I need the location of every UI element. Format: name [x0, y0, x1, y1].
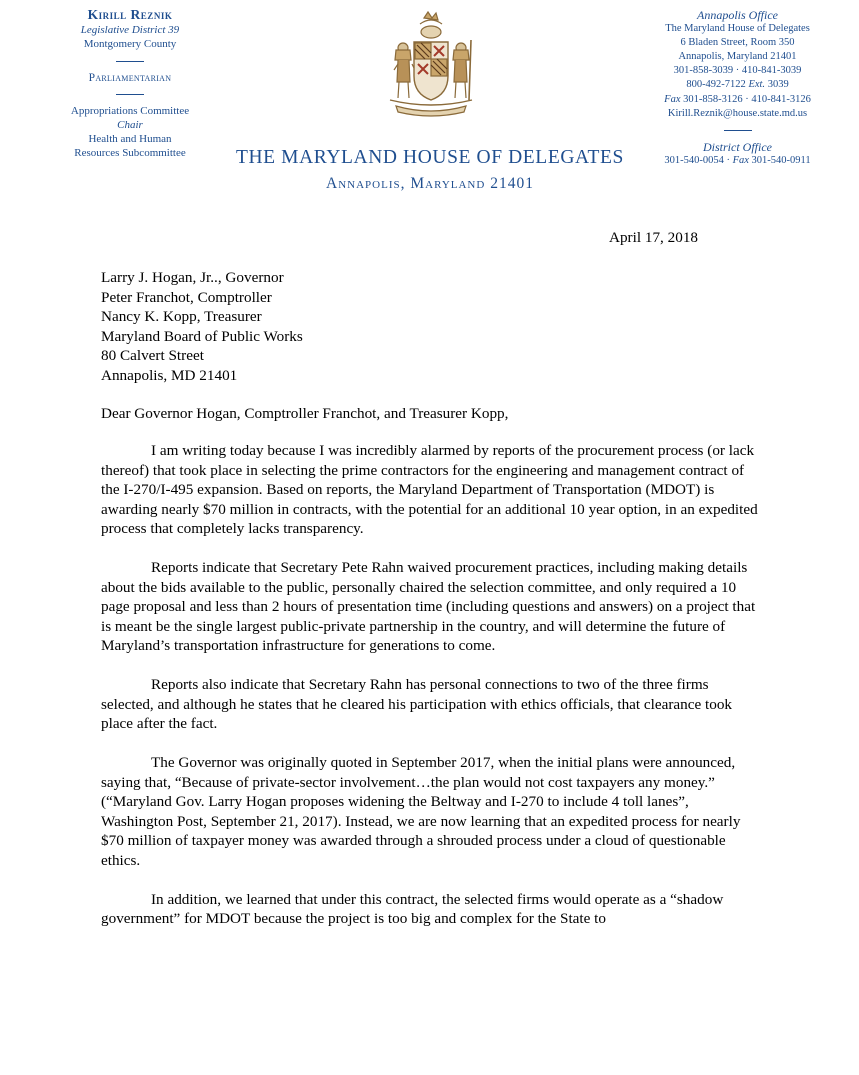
- annapolis-office-line1: The Maryland House of Delegates: [665, 23, 810, 35]
- phone2-ext: 3039: [765, 79, 789, 91]
- fax-label: Fax: [664, 93, 681, 105]
- divider: [116, 94, 144, 95]
- county: Montgomery County: [83, 38, 177, 51]
- phone2-number: 800-492-7122: [686, 79, 749, 91]
- salutation: Dear Governor Hogan, Comptroller Franchot, and Treasurer Kopp,: [101, 405, 509, 422]
- recipient-line: Larry J. Hogan, Jr.., Governor: [101, 269, 284, 286]
- recipient-line: Maryland Board of Public Works: [101, 327, 303, 345]
- annapolis-office-phone1: 301-858-3039 · 410-841-3039: [673, 65, 802, 77]
- role: Parliamentarian: [88, 71, 172, 84]
- delegate-name: Kirill Reznik: [87, 7, 173, 22]
- district-phone: 301-540-0054 ·: [664, 154, 733, 166]
- body-paragraph: Reports also indicate that Secretary Rahn has personal connections to two of the three firms selected, and although he states that he cleared his participation with ethics officials, that clearance took place after the fact.: [101, 676, 733, 732]
- recipient-line: Nancy K. Kopp, Treasurer: [101, 308, 262, 325]
- subcommittee-line2: Resources Subcommittee: [74, 147, 186, 160]
- body-paragraph: I am writing today because I was incredibly alarmed by reports of the procurement process (or lack thereof) that took place in selecting the prime contractors for the engineering and management contract of the I-270/I-495 expansion. Based on reports, the Maryland Department of Transportation (MDOT) is awarding nearly $70 million in contracts, with the potential for an additional 10 year option, in an expedited process that completely lacks transparency.: [101, 442, 758, 537]
- district-office-phone: [640, 154, 835, 168]
- letter-body: [101, 441, 761, 948]
- recipient-address: [101, 268, 303, 385]
- divider: [724, 130, 752, 131]
- email-address[interactable]: Kirill.Reznik@house.state.md.us: [667, 107, 808, 119]
- annapolis-office-line2: 6 Bladen Street, Room 350: [680, 37, 795, 49]
- annapolis-office-fax: [640, 93, 835, 107]
- district-fax-label: Fax: [732, 154, 749, 166]
- district-office-title: District Office: [703, 139, 772, 154]
- district: Legislative District 39: [80, 24, 180, 37]
- committee: Appropriations Committee: [70, 104, 190, 117]
- body-paragraph: Reports indicate that Secretary Pete Rahn waived procurement practices, including making details about the bids available to the public, personally chaired the selection committee, and only required a 10 page proposal and less than 2 hours of presentation time (including questions and answers) on a project that is meant be the single largest public-private partnership in the country, and will determine the future of Maryland’s transportation infrastructure for generations to come.: [101, 559, 756, 654]
- annapolis-office-line3: Annapolis, Maryland 21401: [678, 51, 797, 63]
- letter-date: April 17, 2018: [609, 229, 699, 246]
- delegate-info: [55, 8, 205, 161]
- annapolis-office-title: Annapolis Office: [697, 8, 778, 22]
- maryland-seal-icon: [376, 10, 486, 118]
- phone2-ext-label: Ext.: [748, 79, 766, 91]
- fax-number: 301-858-3126 · 410-841-3126: [680, 93, 811, 105]
- district-fax: 301-540-0911: [748, 154, 811, 166]
- body-paragraph: In addition, we learned that under this contract, the selected firms would operate as a “shadow government” for MDOT because the project is too big and complex for the State to: [101, 890, 724, 927]
- divider: [116, 61, 144, 62]
- body-paragraph: The Governor was originally quoted in September 2017, when the initial plans were announced, saying that, “Because of private-sector involvement…the plan would not cost taxpayers any money.” (“Maryland Gov. Larry Hogan proposes widening the Beltway and I-270 to include 4 toll lanes”, Washington Post, September 21, 2017). Instead, we are now learning that an expedited process for nearly $70 million of taxpayer money was awarded through a shrouded process under a cloud of questionable ethics.: [101, 754, 741, 869]
- annapolis-office-phone2: [640, 78, 835, 92]
- house-title: THE MARYLAND HOUSE OF DELEGATES: [235, 147, 624, 168]
- recipient-line: Annapolis, MD 21401: [101, 366, 238, 384]
- house-subtitle: Annapolis, Maryland 21401: [326, 175, 534, 192]
- recipient-line: 80 Calvert Street: [101, 347, 204, 364]
- recipient-line: Peter Franchot, Comptroller: [101, 288, 272, 306]
- subcommittee-line1: Health and Human: [88, 133, 172, 146]
- chair-label: Chair: [117, 119, 143, 132]
- office-info: [640, 8, 835, 168]
